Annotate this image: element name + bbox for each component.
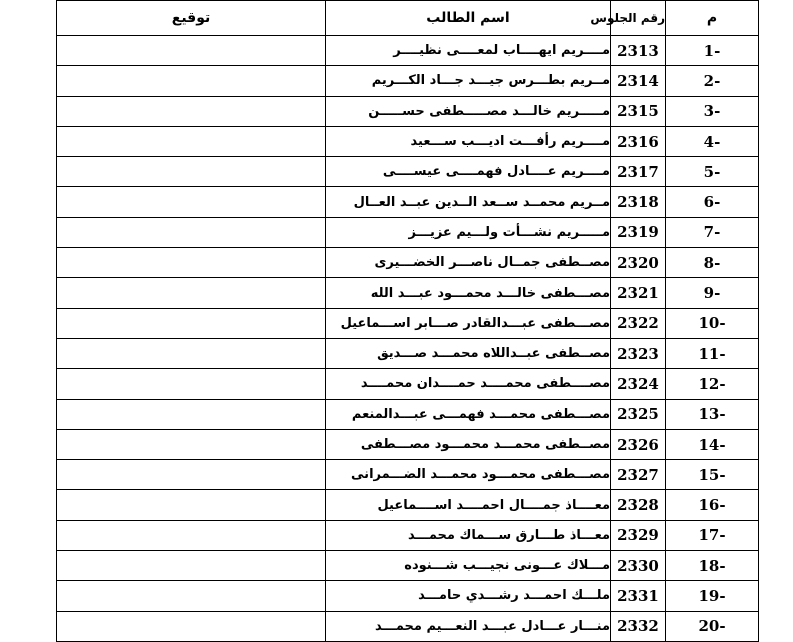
row-seat-number: 2325 xyxy=(611,399,666,429)
table-row xyxy=(57,278,759,308)
row-serial-number: -2 xyxy=(666,66,759,96)
header-student-name: اسم الطالب xyxy=(326,1,611,36)
table-row xyxy=(57,490,759,520)
row-student-name: مـــلاك عـــونى نجيـــب شـــنوده xyxy=(326,551,611,581)
row-student-name: مــريم بطـــرس جيـــد جـــاد الكـــريم xyxy=(326,66,611,96)
row-student-name: منـــار عـــادل عبـــد النعـــيم محمـــد xyxy=(326,611,611,641)
row-serial-number: -6 xyxy=(666,187,759,217)
row-signature-cell[interactable] xyxy=(57,338,326,368)
table-row xyxy=(57,551,759,581)
row-signature-cell[interactable] xyxy=(57,96,326,126)
row-signature-cell[interactable] xyxy=(57,460,326,490)
row-student-name: مصــطفى جمــال ناصـــر الخضـــيرى xyxy=(326,248,611,278)
row-signature-cell[interactable] xyxy=(57,36,326,66)
table-row xyxy=(57,581,759,611)
table-row xyxy=(57,369,759,399)
row-serial-number: -13 xyxy=(666,399,759,429)
row-student-name: معــــاذ جمــــال احمــــد اســــماعيل xyxy=(326,490,611,520)
table-row xyxy=(57,429,759,459)
row-seat-number: 2314 xyxy=(611,66,666,96)
student-roster-sheet xyxy=(56,0,758,642)
row-seat-number: 2321 xyxy=(611,278,666,308)
row-serial-number: -3 xyxy=(666,96,759,126)
row-signature-cell[interactable] xyxy=(57,217,326,247)
row-serial-number: -5 xyxy=(666,157,759,187)
row-seat-number: 2315 xyxy=(611,96,666,126)
row-seat-number: 2318 xyxy=(611,187,666,217)
row-signature-cell[interactable] xyxy=(57,581,326,611)
table-row xyxy=(57,308,759,338)
row-signature-cell[interactable] xyxy=(57,520,326,550)
header-seat-number: رقم الجلوس xyxy=(611,1,666,36)
table-row xyxy=(57,217,759,247)
row-serial-number: -14 xyxy=(666,429,759,459)
row-student-name: مـــــريم خالـــد مصـــــطفى حســـــن xyxy=(326,96,611,126)
row-serial-number: -19 xyxy=(666,581,759,611)
row-signature-cell[interactable] xyxy=(57,278,326,308)
table-row xyxy=(57,460,759,490)
row-serial-number: -17 xyxy=(666,520,759,550)
row-serial-number: -11 xyxy=(666,338,759,368)
table-row xyxy=(57,36,759,66)
row-serial-number: -10 xyxy=(666,308,759,338)
row-serial-number: -12 xyxy=(666,369,759,399)
row-signature-cell[interactable] xyxy=(57,187,326,217)
row-serial-number: -8 xyxy=(666,248,759,278)
row-student-name: مــــريم رأفـــت اديـــب ســـعيد xyxy=(326,126,611,156)
row-seat-number: 2320 xyxy=(611,248,666,278)
row-signature-cell[interactable] xyxy=(57,126,326,156)
row-serial-number: -9 xyxy=(666,278,759,308)
row-signature-cell[interactable] xyxy=(57,157,326,187)
table-body xyxy=(57,36,759,642)
table-row xyxy=(57,399,759,429)
row-signature-cell[interactable] xyxy=(57,551,326,581)
row-seat-number: 2313 xyxy=(611,36,666,66)
table-row xyxy=(57,248,759,278)
table-header-row xyxy=(57,1,759,36)
row-student-name: مصــطفى عبــداللاه محمـــد صـــديق xyxy=(326,338,611,368)
table-row xyxy=(57,96,759,126)
row-signature-cell[interactable] xyxy=(57,611,326,641)
row-seat-number: 2329 xyxy=(611,520,666,550)
row-serial-number: -20 xyxy=(666,611,759,641)
table-row xyxy=(57,338,759,368)
row-student-name: مصـــطفى محمـــود محمـــد الضـــمرانى xyxy=(326,460,611,490)
header-serial-number: م xyxy=(666,1,759,36)
row-student-name: مــــريم عــــادل فهمــــى عيســــى xyxy=(326,157,611,187)
row-serial-number: -4 xyxy=(666,126,759,156)
row-student-name: معـــاذ طـــارق ســـماك محمـــد xyxy=(326,520,611,550)
row-student-name: مصـــطفى خالـــد محمـــود عبـــد الله xyxy=(326,278,611,308)
table-row xyxy=(57,611,759,641)
row-seat-number: 2326 xyxy=(611,429,666,459)
row-student-name: مصــــطفى محمــــد حمــــدان محمــــد xyxy=(326,369,611,399)
row-student-name: مـــــريم نشـــأت ولـــيم عزيـــز xyxy=(326,217,611,247)
table-row xyxy=(57,187,759,217)
table-row xyxy=(57,157,759,187)
row-seat-number: 2324 xyxy=(611,369,666,399)
row-seat-number: 2316 xyxy=(611,126,666,156)
row-seat-number: 2322 xyxy=(611,308,666,338)
row-seat-number: 2317 xyxy=(611,157,666,187)
table-row xyxy=(57,66,759,96)
row-seat-number: 2331 xyxy=(611,581,666,611)
table-row xyxy=(57,520,759,550)
row-serial-number: -1 xyxy=(666,36,759,66)
row-seat-number: 2328 xyxy=(611,490,666,520)
row-signature-cell[interactable] xyxy=(57,369,326,399)
row-student-name: مــريم محمــد ســعد الــدين عبــد العــال xyxy=(326,187,611,217)
row-student-name: مصـــطفى محمـــد فهمـــى عبـــدالمنعم xyxy=(326,399,611,429)
row-signature-cell[interactable] xyxy=(57,308,326,338)
row-student-name: ملـــك احمـــد رشـــدي حامـــد xyxy=(326,581,611,611)
student-roster-table xyxy=(56,0,759,642)
row-serial-number: -18 xyxy=(666,551,759,581)
row-serial-number: -16 xyxy=(666,490,759,520)
row-student-name: مصـــطفى عبـــدالقادر صـــابر اســـماعيل xyxy=(326,308,611,338)
row-signature-cell[interactable] xyxy=(57,399,326,429)
row-seat-number: 2319 xyxy=(611,217,666,247)
row-seat-number: 2332 xyxy=(611,611,666,641)
row-signature-cell[interactable] xyxy=(57,429,326,459)
row-signature-cell[interactable] xyxy=(57,66,326,96)
row-seat-number: 2327 xyxy=(611,460,666,490)
table-row xyxy=(57,126,759,156)
row-serial-number: -15 xyxy=(666,460,759,490)
row-student-name: مصــطفى محمـــد محمـــود مصـــطفى xyxy=(326,429,611,459)
row-student-name: مــــريم ايهــــاب لمعــــى نظيــــر xyxy=(326,36,611,66)
row-serial-number: -7 xyxy=(666,217,759,247)
row-seat-number: 2323 xyxy=(611,338,666,368)
header-signature: توقيع xyxy=(57,1,326,36)
row-signature-cell[interactable] xyxy=(57,248,326,278)
row-seat-number: 2330 xyxy=(611,551,666,581)
row-signature-cell[interactable] xyxy=(57,490,326,520)
